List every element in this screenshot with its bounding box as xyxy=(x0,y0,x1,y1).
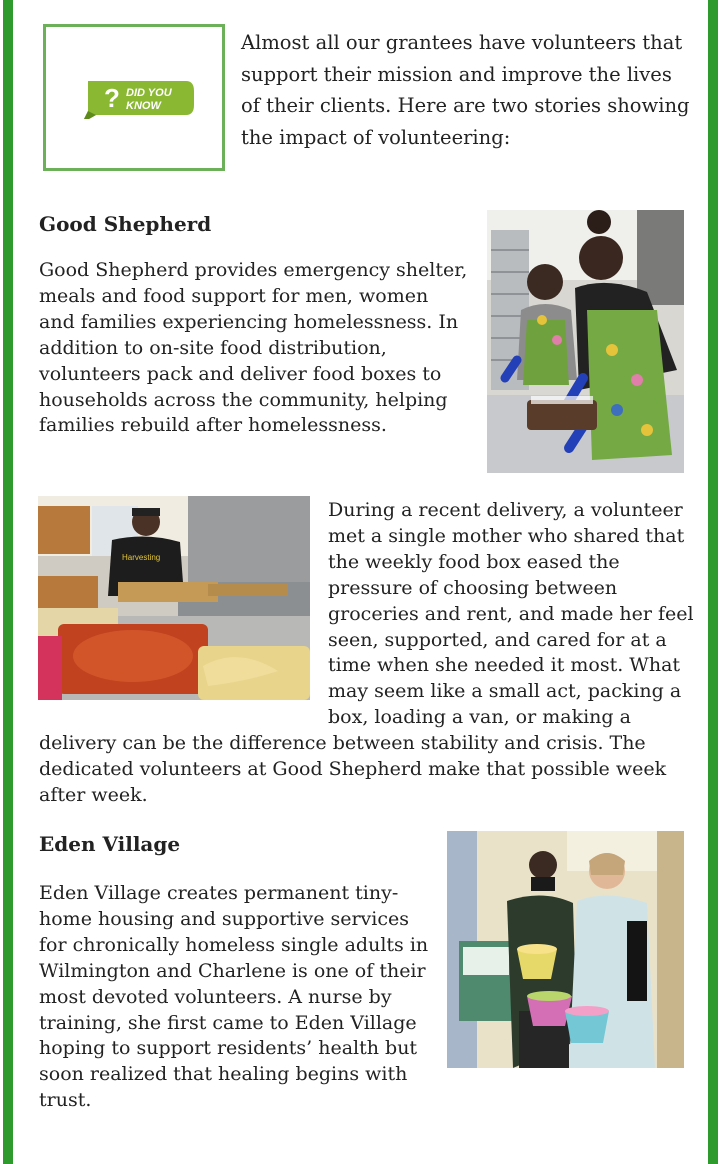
good-shepherd-paragraph-2-line: met a single mother who shared that xyxy=(328,524,685,547)
question-mark-icon: ? xyxy=(104,83,120,113)
eden-village-volunteers-photo xyxy=(447,831,684,1068)
left-green-border xyxy=(3,0,13,1164)
badge-line-2: KNOW xyxy=(126,100,161,112)
apron-print-text: Harvesting xyxy=(122,553,161,562)
right-green-border xyxy=(708,0,718,1164)
volunteer-serving-meals-photo xyxy=(38,496,310,700)
good-shepherd-paragraph-2-line: pressure of choosing between xyxy=(328,576,618,599)
good-shepherd-paragraph-2-line: seen, supported, and cared for at a xyxy=(328,628,667,651)
good-shepherd-paragraph-2-line: groceries and rent, and made her feel xyxy=(328,602,694,625)
did-you-know-badge xyxy=(74,77,194,119)
intro-paragraph: Almost all our grantees have volunteers that support their mission and improve the lives of their clients. Here are two stories showing the impact of volunteering: xyxy=(241,31,690,149)
eden-village-heading: Eden Village xyxy=(39,832,181,856)
good-shepherd-paragraph-2-line: During a recent delivery, a volunteer xyxy=(328,499,683,521)
good-shepherd-paragraph-2-line: time when she needed it most. What xyxy=(328,654,681,677)
good-shepherd-heading: Good Shepherd xyxy=(39,212,212,236)
good-shepherd-paragraph-2-line: the weekly food box eased the xyxy=(328,550,620,573)
eden-village-paragraph: Eden Village creates permanent tiny-home housing and supportive services for chronically homeless single adults in Wilmington and Charlene is one of their most devoted volunteers. A nurse by training, she first came to Eden Village hoping to support residents’ health but soon realized that healing begins with trust. xyxy=(39,882,429,1112)
good-shepherd-paragraph-1: Good Shepherd provides emergency shelter, meals and food support for men, women and families experiencing homelessness. In addition to on-site food distribution, volunteers pack and deliver food boxes to households across the community, helping families rebuild after homelessness. xyxy=(39,259,468,437)
badge-line-1: DID YOU xyxy=(126,87,172,99)
volunteers-packing-food-photo xyxy=(487,210,684,473)
good-shepherd-paragraph-2-line: box, loading a van, or making a xyxy=(328,706,631,729)
did-you-know-graphic xyxy=(43,24,225,171)
good-shepherd-paragraph-2-tail: delivery can be the difference between stability and crisis. The dedicated volunteers at Good Shepherd make that possible week after week. xyxy=(39,732,667,806)
good-shepherd-paragraph-2-line: may seem like a small act, packing a xyxy=(328,680,682,703)
